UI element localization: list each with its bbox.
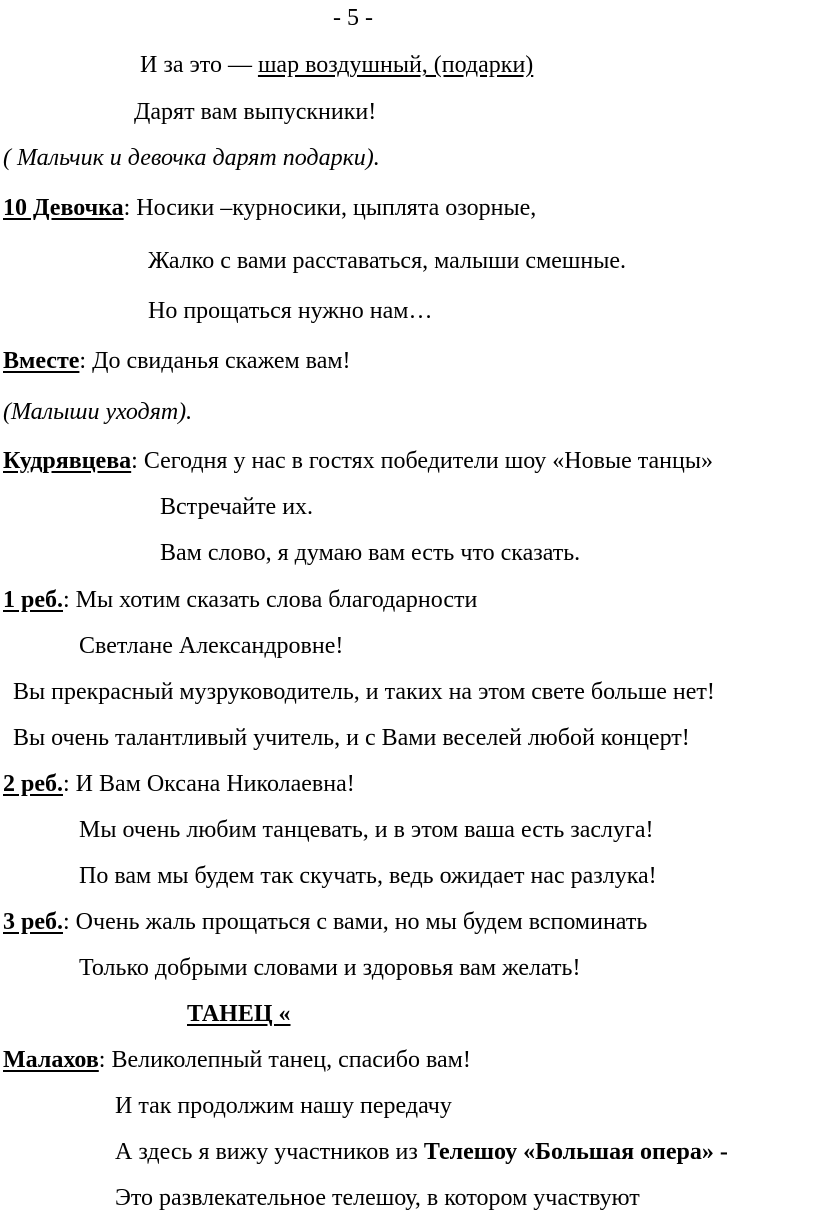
speaker-label: 3 реб. <box>3 909 63 935</box>
line-24 <box>115 1137 728 1167</box>
line-24-dash: - <box>713 1139 728 1165</box>
line-1-underlined: шар воздушный, (подарки) <box>257 52 534 78</box>
line-20: Только добрыми словами и здоровья вам желать! <box>79 955 581 981</box>
speech-text: : Носики –курносики, цыплята озорные, <box>123 195 537 221</box>
line-22 <box>3 1045 471 1075</box>
line-13: Светлане Александровне! <box>79 633 344 659</box>
line-12 <box>3 585 477 615</box>
speech-text: : Мы хотим сказать слова благодарности <box>63 587 478 613</box>
line-6: Но прощаться нужно нам… <box>148 298 433 324</box>
speaker-label: Кудрявцева <box>3 448 132 474</box>
line-14: Вы прекрасный музруководитель, и таких на этом свете больше нет! <box>13 679 715 705</box>
speaker-label: 2 реб. <box>3 771 63 797</box>
speech-text: : И Вам Оксана Николаевна! <box>63 771 355 797</box>
line-1-text: И за это — <box>140 52 258 78</box>
line-19 <box>3 907 647 937</box>
line-7 <box>3 346 351 376</box>
line-1 <box>140 50 533 80</box>
speech-text: : Великолепный танец, спасибо вам! <box>98 1047 471 1073</box>
page-number: - 5 - <box>333 5 373 31</box>
line-10: Встречайте их. <box>160 494 314 520</box>
speaker-label: 1 реб. <box>3 587 63 613</box>
speaker-label: Малахов <box>3 1047 99 1073</box>
line-18: По вам мы будем так скучать, ведь ожидает нас разлука! <box>79 863 657 889</box>
stage-direction-2: (Малыши уходят). <box>3 399 193 425</box>
line-15: Вы очень талантливый учитель, и с Вами веселей любой концерт! <box>13 725 690 751</box>
line-4 <box>3 193 536 223</box>
line-24-text: А здесь я вижу участников из <box>115 1139 424 1165</box>
speaker-label: 10 Девочка <box>3 195 124 221</box>
line-16 <box>3 769 355 799</box>
speech-text: : Сегодня у нас в гостях победители шоу «Новые танцы» <box>131 448 713 474</box>
line-25: Это развлекательное телешоу, в котором участвуют <box>115 1185 640 1211</box>
speech-text: : Очень жаль прощаться с вами, но мы будем вспоминать <box>63 909 648 935</box>
show-title: Телешоу «Большая опера» <box>423 1139 714 1165</box>
line-2: Дарят вам выпускники! <box>134 99 377 125</box>
line-23: И так продолжим нашу передачу <box>115 1093 452 1119</box>
line-17: Мы очень любим танцевать, и в этом ваша есть заслуга! <box>79 817 654 843</box>
speaker-label: Вместе <box>3 348 80 374</box>
line-11: Вам слово, я думаю вам есть что сказать. <box>160 540 581 566</box>
dance-heading: ТАНЕЦ « <box>187 1001 291 1027</box>
line-5: Жалко с вами расставаться, малыши смешные. <box>148 248 627 274</box>
speech-text: : До свиданья скажем вам! <box>79 348 351 374</box>
line-9 <box>3 446 713 476</box>
stage-direction-1: ( Мальчик и девочка дарят подарки). <box>3 145 380 171</box>
